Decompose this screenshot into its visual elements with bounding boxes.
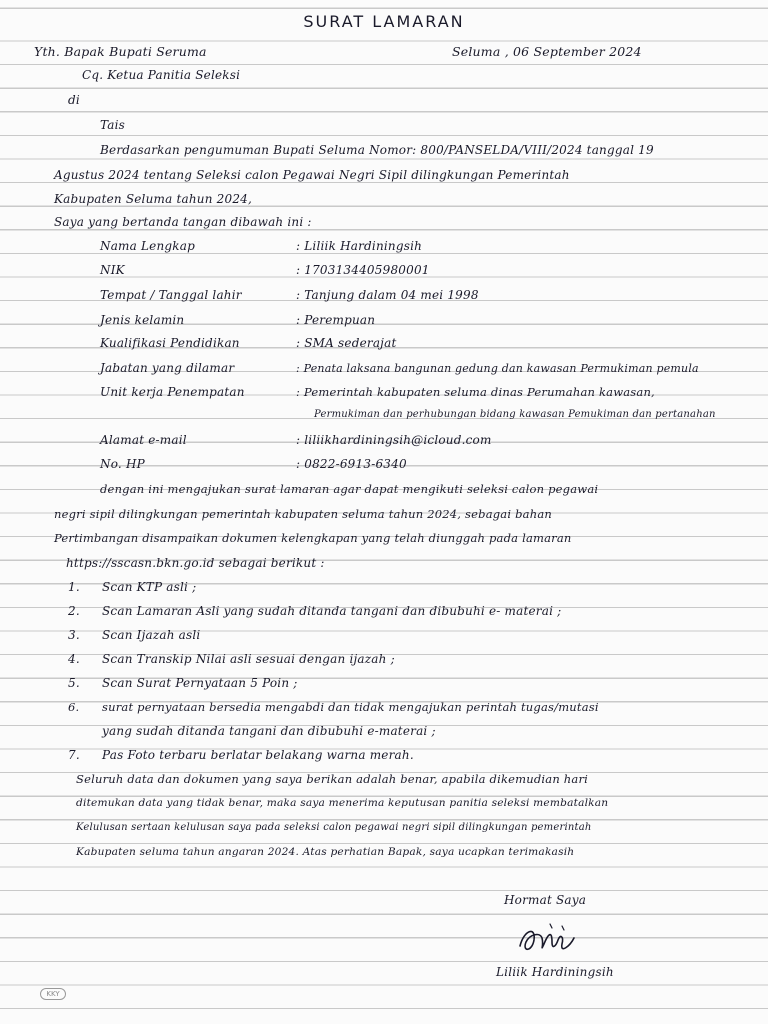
- field-row: Unit kerja Penempatan : Pemerintah kabupaten seluma dinas Perumahan kawasan,: [100, 385, 655, 399]
- intro-line-1: Berdasarkan pengumuman Bupati Seluma Nomor: 800/PANSELDA/VIII/2024 tanggal 19: [100, 143, 654, 157]
- field-row: Jabatan yang dilamar : Penata laksana bangunan gedung dan kawasan Permukiman pemula: [100, 361, 699, 375]
- body-line-3: Pertimbangan disampaikan dokumen kelengkapan yang telah diunggah pada lamaran: [54, 531, 572, 545]
- field-row: No. HP : 0822-6913-6340: [100, 457, 407, 471]
- recipient-line-2: Cq. Ketua Panitia Seleksi: [82, 68, 241, 82]
- intro-line-3: Kabupaten Seluma tahun 2024,: [54, 192, 252, 206]
- list-item: 2. Scan Lamaran Asli yang sudah ditanda tangani dan dibubuhi e- materai ;: [68, 604, 562, 618]
- field-row: Kualifikasi Pendidikan : SMA sederajat: [100, 336, 397, 350]
- recipient-line-4: Tais: [100, 118, 126, 132]
- list-item-continued: yang sudah ditanda tangani dan dibubuhi e-materai ;: [102, 724, 436, 738]
- closing-line-2: ditemukan data yang tidak benar, maka saya menerima keputusan panitia seleksi membatalkan: [76, 797, 609, 809]
- closing-line-4: Kabupaten seluma tahun angaran 2024. Atas perhatian Bapak, saya ucapkan terimakasih: [76, 846, 575, 858]
- field-row: Alamat e-mail : liliikhardiningsih@icloud.com: [100, 433, 492, 447]
- body-line-1: dengan ini mengajukan surat lamaran agar dapat mengikuti seleksi calon pegawai: [100, 482, 599, 496]
- field-row: Jenis kelamin : Perempuan: [100, 313, 376, 327]
- field-row: NIK : 1703134405980001: [100, 263, 430, 277]
- signature-greeting: Hormat Saya: [504, 893, 587, 907]
- field-row-continued: Permukiman dan perhubungan bidang kawasan Pemukiman dan pertanahan: [314, 409, 716, 420]
- list-item: 1. Scan KTP asli ;: [68, 580, 197, 594]
- recipient-line-1: Yth. Bapak Bupati Seruma: [34, 44, 207, 59]
- recipient-line-3: di: [68, 93, 80, 107]
- letter-title: SURAT LAMARAN: [303, 12, 465, 31]
- list-item: 5. Scan Surat Pernyataan 5 Poin ;: [68, 676, 298, 690]
- intro-line-4: Saya yang bertanda tangan dibawah ini :: [54, 215, 312, 229]
- footer-stamp: KKY: [40, 988, 66, 1000]
- list-item: 3. Scan Ijazah asli: [68, 628, 201, 642]
- place-date: Seluma , 06 September 2024: [452, 44, 642, 59]
- field-row: Nama Lengkap : Liliik Hardiningsih: [100, 239, 423, 253]
- list-item: 7. Pas Foto terbaru berlatar belakang warna merah.: [68, 748, 414, 762]
- signatory-name: Liliik Hardiningsih: [496, 965, 614, 979]
- field-row: Tempat / Tanggal lahir : Tanjung dalam 04 mei 1998: [100, 288, 479, 302]
- handwritten-signature: [514, 916, 584, 960]
- list-item: 6. surat pernyataan bersedia mengabdi dan tidak mengajukan perintah tugas/mutasi: [68, 700, 599, 714]
- closing-line-3: Kelulusan sertaan kelulusan saya pada seleksi calon pegawai negri sipil dilingkungan pemerintah: [76, 822, 592, 833]
- closing-line-1: Seluruh data dan dokumen yang saya berikan adalah benar, apabila dikemudian hari: [76, 772, 589, 786]
- list-item: 4. Scan Transkip Nilai asli sesuai dengan ijazah ;: [68, 652, 395, 666]
- body-line-2: negri sipil dilingkungan pemerintah kabupaten seluma tahun 2024, sebagai bahan: [54, 507, 552, 521]
- intro-line-2: Agustus 2024 tentang Seleksi calon Pegawai Negri Sipil dilingkungan Pemerintah: [54, 168, 570, 182]
- body-line-4: https://sscasn.bkn.go.id sebagai berikut :: [66, 556, 325, 570]
